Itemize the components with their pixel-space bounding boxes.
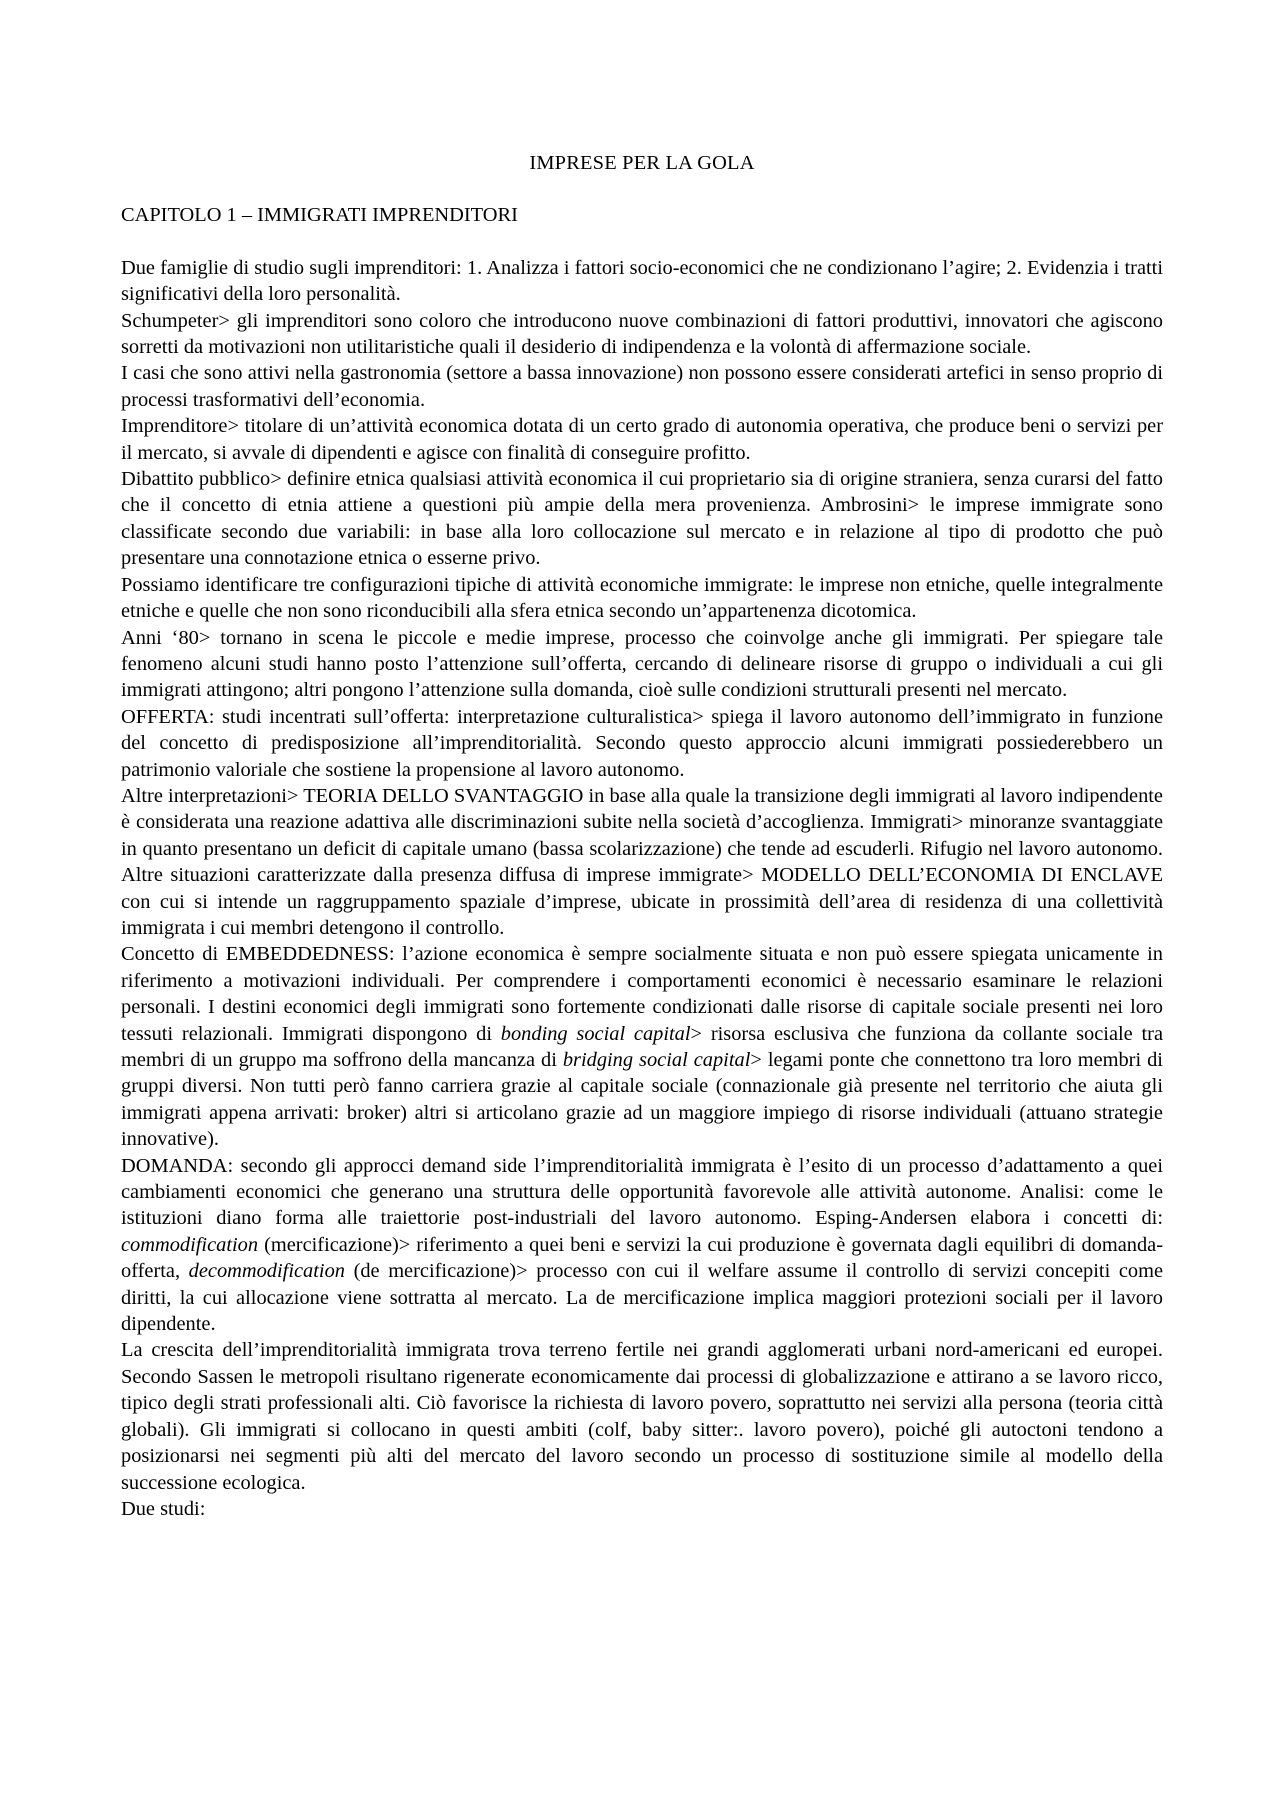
domanda-text-3: (de mercificazione)> processo con cui il welfare assume il controllo di servizi concepiti come diritti, la cui allocazione viene sottratta al mercato. La de mercificazione implica maggiori protezioni sociali per il lavoro dipendente. <box>121 1260 1163 1336</box>
domanda-text-1: DOMANDA: secondo gli approcci demand side l’imprenditorialità immigrata è l’esito di un processo d’adattamento a quei cambiamenti economici che generano una struttura delle opportunità favorevole alle attività autonome. Analisi: come le istituzioni diano forma alle traiettorie post-industriali del lavoro autonomo. Esping-Andersen elabora i concetti di: <box>121 1154 1163 1230</box>
domanda-text-2: (mercificazione)> riferimento a quei beni e servizi la cui produzione è governata dagli equilibri di domanda-offerta, <box>121 1233 1163 1283</box>
embeddedness-text-2: > risorsa esclusiva che funziona da collante sociale tra membri di un gruppo ma soffrono della mancanza di <box>121 1022 1164 1071</box>
paragraph-gastronomia: I casi che sono attivi nella gastronomia (settore a bassa innovazione) non possono essere considerati artefici in senso proprio di processi trasformativi dell’economia. <box>121 362 1163 411</box>
document-page <box>121 150 1163 1522</box>
paragraph-anni-80: Anni ‘80> tornano in scena le piccole e medie imprese, processo che coinvolge anche gli immigrati. Per spiegare tale fenomeno alcuni studi hanno posto l’attenzione sull’offerta, cercando di delineare risorse di gruppo o individuali a cui gli immigrati attingono; altri pongono l’attenzione sulla domanda, cioè sulle condizioni strutturali presenti nel mercato. <box>121 626 1163 702</box>
embeddedness-text-3: > legami ponte che connettono tra loro membri di gruppi diversi. Non tutti però fanno carriera grazie al capitale sociale (connazionale già presente nel territorio che aiuta gli immigrati appena arrivati: broker) altri si articolano grazie ad un maggiore impiego di risorse individuali (attuano strategie innovative). <box>121 1049 1163 1151</box>
document-title: IMPRESE PER LA GOLA <box>529 152 755 174</box>
paragraph-teoria-svantaggio: Altre interpretazioni> TEORIA DELLO SVANTAGGIO in base alla quale la transizione degli immigrati al lavoro indipendente è considerata una reazione adattiva alle discriminazioni subite nella società d’accoglienza. Immigrati> minoranze svantaggiate in quanto presentano un deficit di capitale umano (bassa scolarizzazione) che tende ad escuderli. Rifugio nel lavoro autonomo. Altre situazioni caratterizzate dalla presenza diffusa di imprese immigrate> MODELLO DELL’ECONOMIA DI ENCLAVE con cui si intende un raggruppamento spaziale d’imprese, ubicate in prossimità dell’area di residenza di una collettività immigrata i cui membri detengono il controllo. <box>121 784 1163 939</box>
domanda-term-decommodification: decommodification <box>188 1260 345 1283</box>
paragraph-configurazioni: Possiamo identificare tre configurazioni tipiche di attività economiche immigrate: le imprese non etniche, quelle integralmente etniche e quelle che non sono riconducibili alla sfera etnica secondo un’appartenenza dicotomica. <box>121 573 1163 623</box>
domanda-term-commodification: commodification <box>121 1233 259 1256</box>
paragraph-embeddedness <box>121 941 1163 1152</box>
paragraph-due-famiglie: Due famiglie di studio sugli imprenditori: 1. Analizza i fattori socio-economici che ne condizionano l’agire; 2. Evidenzia i tratti significativi della loro personalità. <box>121 256 1163 306</box>
embeddedness-term-bonding: bonding social capital <box>500 1022 691 1045</box>
chapter-title: CAPITOLO 1 – IMMIGRATI IMPRENDITORI <box>121 204 518 227</box>
paragraph-offerta: OFFERTA: studi incentrati sull’offerta: interpretazione culturalistica> spiega il lavoro autonomo dell’immigrato in funzione del concetto di predisposizione all’imprenditorialità. Secondo questo approccio alcuni immigrati possiederebbero un patrimonio valoriale che sostiene la propensione al lavoro autonomo. <box>121 705 1163 781</box>
paragraph-imprenditore: Imprenditore> titolare di un’attività economica dotata di un certo grado di autonomia operativa, che produce beni o servizi per il mercato, si avvale di dipendenti e agisce con finalità di conseguire profitto. <box>121 415 1163 464</box>
paragraph-crescita: La crescita dell’imprenditorialità immigrata trova terreno fertile nei grandi agglomerati urbani nord-americani ed europei. Secondo Sassen le metropoli risultano rigenerate economicamente dai processi di globalizzazione e attirano a se lavoro ricco, tipico degli strati professionali alti. Ciò favorisce la richiesta di lavoro povero, soprattutto nei servizi alla persona (teoria città globali). Gli immigrati si collocano in questi ambiti (colf, baby sitter:. lavoro povero), poiché gli autoctoni tendono a posizionarsi nei segmenti più alti del mercato del lavoro secondo un processo di sostituzione simile al modello della successione ecologica. <box>121 1339 1163 1494</box>
embeddedness-term-bridging: bridging social capital <box>562 1049 751 1071</box>
paragraph-due-studi: Due studi: <box>121 1497 206 1520</box>
paragraph-domanda <box>121 1153 1163 1338</box>
embeddedness-text-1: Concetto di EMBEDDEDNESS: l’azione economica è sempre socialmente situata e non può essere spiegata unicamente in riferimento a motivazioni individuali. Per comprendere i comportamenti economici è necessario esaminare le relazioni personali. I destini economici degli immigrati sono fortemente condizionati dalle risorse di capitale sociale presenti nei loro tessuti relazionali. Immigrati dispongono di <box>121 943 1163 1045</box>
paragraph-schumpeter: Schumpeter> gli imprenditori sono coloro che introducono nuove combinazioni di fattori produttivi, innovatori che agiscono sorretti da motivazioni non utilitaristiche quali il desiderio di indipendenza e la volontà di affermazione sociale. <box>121 309 1163 359</box>
paragraph-dibattito-pubblico: Dibattito pubblico> definire etnica qualsiasi attività economica il cui proprietario sia di origine straniera, senza curarsi del fatto che il concetto di etnia attiene a questioni più ampie della mera provenienza. Ambrosini> le imprese immigrate sono classificate secondo due variabili: in base alla loro collocazione sul mercato e in relazione al tipo di prodotto che può presentare una connotazione etnica o esserne privo. <box>121 468 1163 570</box>
